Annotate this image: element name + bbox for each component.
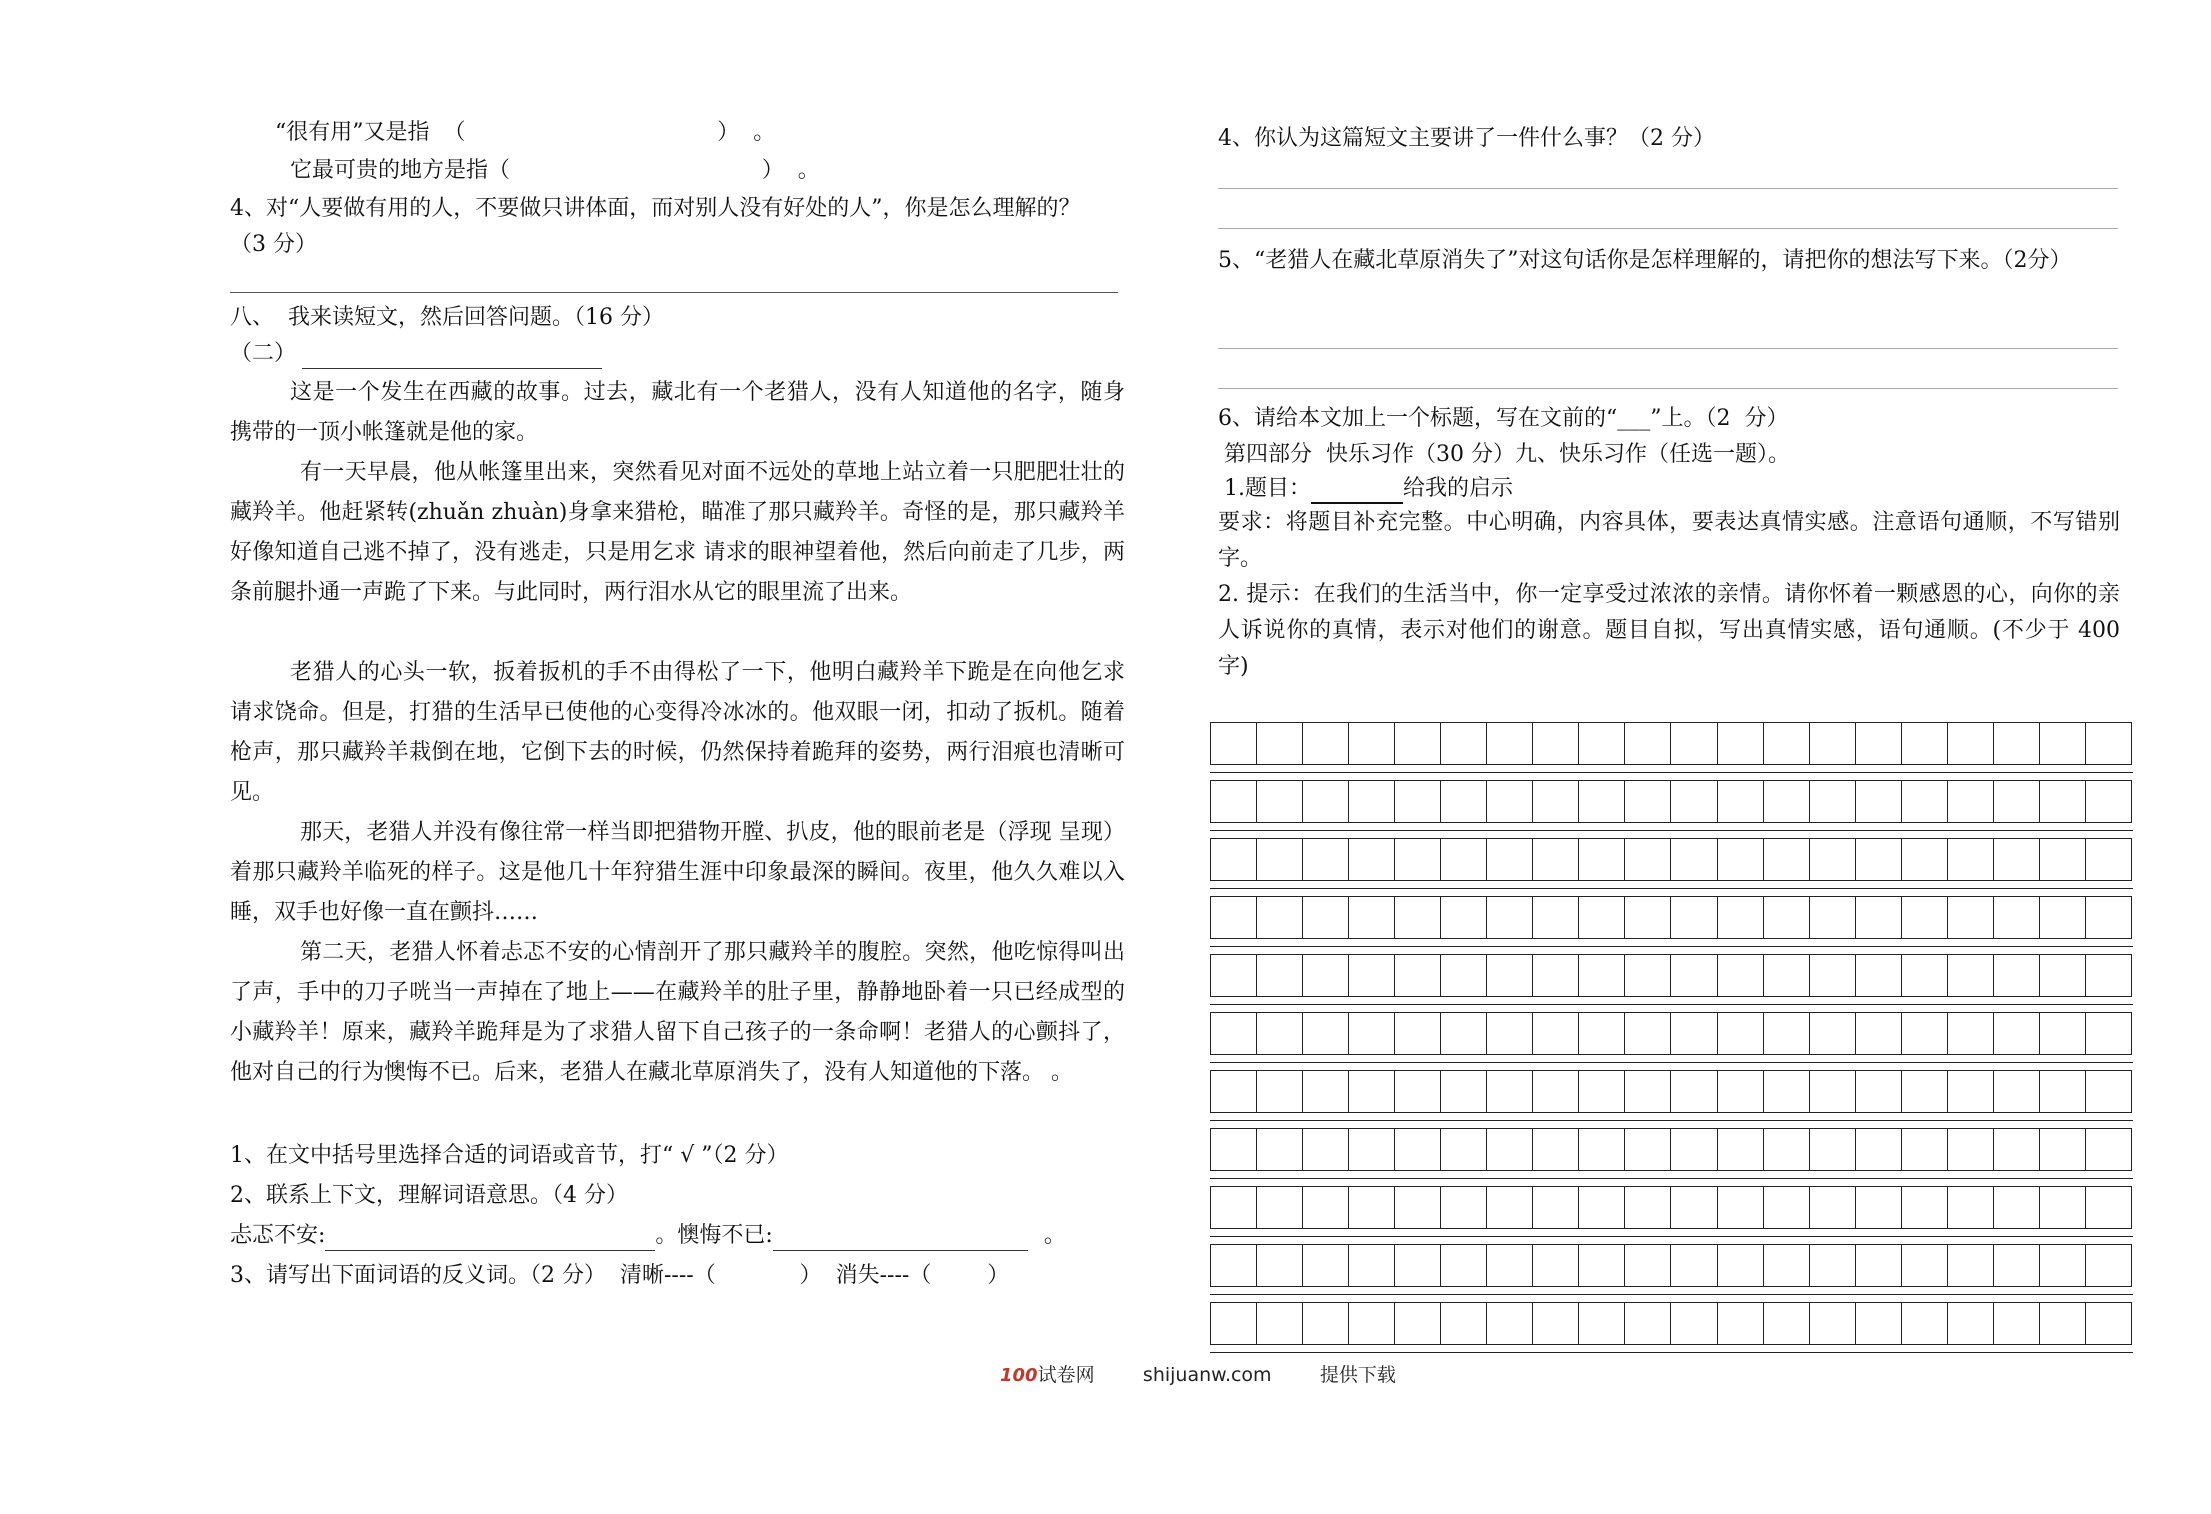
- grid-row[interactable]: [1210, 780, 2132, 823]
- grid-cell[interactable]: [1533, 897, 1579, 938]
- answer-line-precious: 它最可贵的地方是指（ ） 。: [290, 158, 820, 183]
- grid-cell[interactable]: [1671, 839, 1717, 880]
- grid-cell[interactable]: [1579, 1071, 1625, 1112]
- grid-cell[interactable]: [1671, 897, 1717, 938]
- grid-cell[interactable]: [1257, 1187, 1303, 1228]
- grid-cell[interactable]: [1349, 839, 1395, 880]
- grid-cell[interactable]: [1487, 1013, 1533, 1054]
- grid-cell[interactable]: [1856, 1071, 1902, 1112]
- grid-cell[interactable]: [1764, 1013, 1810, 1054]
- grid-cell[interactable]: [1441, 1245, 1487, 1286]
- grid-cell[interactable]: [1671, 1187, 1717, 1228]
- title-blank-line: （二）: [230, 339, 602, 369]
- grid-cell[interactable]: [1441, 1303, 1487, 1344]
- grid-cell[interactable]: [1579, 723, 1625, 764]
- grid-cell[interactable]: [1994, 1129, 2040, 1170]
- grid-cell[interactable]: [1349, 1013, 1395, 1054]
- grid-cell[interactable]: [1994, 1071, 2040, 1112]
- grid-cell[interactable]: [1948, 723, 1994, 764]
- grid-cell[interactable]: [1810, 723, 1856, 764]
- grid-row[interactable]: [1210, 1302, 2132, 1345]
- grid-cell[interactable]: [1211, 955, 1257, 996]
- grid-cell[interactable]: [1810, 1129, 1856, 1170]
- part-4-heading: 第四部分 快乐习作（30 分）九、快乐习作（任选一题）。: [1224, 442, 1790, 467]
- grid-cell[interactable]: [1764, 1129, 1810, 1170]
- grid-cell[interactable]: [1902, 1187, 1948, 1228]
- grid-cell[interactable]: [2086, 897, 2131, 938]
- grid-cell[interactable]: [1533, 1129, 1579, 1170]
- grid-cell[interactable]: [1349, 723, 1395, 764]
- question-4: 4、对“人要做有用的人，不要做只讲体面，而对别人没有好处的人”，你是怎么理解的？: [230, 196, 1081, 221]
- grid-cell[interactable]: [2086, 1303, 2131, 1344]
- grid-cell[interactable]: [2040, 839, 2086, 880]
- grid-cell[interactable]: [1948, 1129, 1994, 1170]
- grid-row[interactable]: [1210, 838, 2132, 881]
- grid-cell[interactable]: [1948, 1187, 1994, 1228]
- answer-line[interactable]: [1218, 228, 2118, 229]
- grid-cell[interactable]: [1257, 1129, 1303, 1170]
- grid-cell[interactable]: [1856, 1303, 1902, 1344]
- grid-cell[interactable]: [1579, 1013, 1625, 1054]
- answer-line[interactable]: [230, 292, 1118, 293]
- grid-cell[interactable]: [1625, 1245, 1671, 1286]
- grid-cell[interactable]: [1579, 955, 1625, 996]
- grid-cell[interactable]: [1810, 897, 1856, 938]
- grid-cell[interactable]: [1303, 723, 1349, 764]
- grid-cell[interactable]: [1856, 955, 1902, 996]
- grid-cell[interactable]: [1856, 1013, 1902, 1054]
- grid-cell[interactable]: [2040, 1187, 2086, 1228]
- grid-cell[interactable]: [2040, 1129, 2086, 1170]
- grid-cell[interactable]: [1395, 955, 1441, 996]
- grid-cell[interactable]: [1764, 1071, 1810, 1112]
- grid-cell[interactable]: [2086, 1245, 2131, 1286]
- grid-cell[interactable]: [2040, 955, 2086, 996]
- grid-cell[interactable]: [1303, 955, 1349, 996]
- answer-line[interactable]: [1218, 388, 2118, 389]
- grid-cell[interactable]: [1718, 955, 1764, 996]
- grid-cell[interactable]: [1303, 1071, 1349, 1112]
- grid-cell[interactable]: [1718, 781, 1764, 822]
- grid-cell[interactable]: [1395, 1071, 1441, 1112]
- grid-cell[interactable]: [1487, 1303, 1533, 1344]
- grid-cell[interactable]: [2086, 723, 2131, 764]
- grid-cell[interactable]: [1395, 781, 1441, 822]
- grid-cell[interactable]: [1533, 955, 1579, 996]
- grid-cell[interactable]: [1902, 1303, 1948, 1344]
- grid-cell[interactable]: [1764, 955, 1810, 996]
- question-3: 3、请写出下面词语的反义词。（2 分） 清晰----（ ） 消失----（ ）: [230, 1263, 1010, 1288]
- grid-cell[interactable]: [1303, 839, 1349, 880]
- grid-cell[interactable]: [1902, 1245, 1948, 1286]
- grid-cell[interactable]: [1948, 955, 1994, 996]
- grid-cell[interactable]: [1902, 1013, 1948, 1054]
- grid-cell[interactable]: [1441, 723, 1487, 764]
- section-8-heading: 八、 我来读短文，然后回答问题。（16 分）: [230, 305, 664, 330]
- grid-cell[interactable]: [1303, 1245, 1349, 1286]
- grid-cell[interactable]: [1349, 1071, 1395, 1112]
- topic-2-hint: 2. 提示：在我们的生活当中，你一定享受过浓浓的亲情。请你怀着一颗感恩的心，向你的亲人诉说你的真情，表示对他们的谢意。题目自拟，写出真情实感，语句通顺。(不少于 400 字): [1218, 582, 2120, 679]
- grid-cell[interactable]: [1211, 1245, 1257, 1286]
- grid-cell[interactable]: [1579, 1245, 1625, 1286]
- grid-cell[interactable]: [2086, 1013, 2131, 1054]
- grid-cell[interactable]: [1994, 955, 2040, 996]
- grid-cell[interactable]: [1257, 1013, 1303, 1054]
- grid-cell[interactable]: [1441, 1187, 1487, 1228]
- grid-row[interactable]: [1210, 954, 2132, 997]
- grid-cell[interactable]: [1625, 1187, 1671, 1228]
- grid-cell[interactable]: [1487, 1071, 1533, 1112]
- grid-cell[interactable]: [1625, 1013, 1671, 1054]
- grid-row[interactable]: [1210, 1070, 2132, 1113]
- grid-cell[interactable]: [1487, 1245, 1533, 1286]
- grid-cell[interactable]: [1349, 1129, 1395, 1170]
- grid-cell[interactable]: [1718, 1071, 1764, 1112]
- grid-cell[interactable]: [2040, 723, 2086, 764]
- grid-cell[interactable]: [1257, 839, 1303, 880]
- grid-cell[interactable]: [2086, 1129, 2131, 1170]
- grid-row[interactable]: [1210, 1244, 2132, 1287]
- title-blank[interactable]: [302, 344, 602, 369]
- grid-cell[interactable]: [1395, 723, 1441, 764]
- grid-cell[interactable]: [1810, 1071, 1856, 1112]
- grid-cell[interactable]: [1533, 1071, 1579, 1112]
- grid-cell[interactable]: [1671, 781, 1717, 822]
- grid-cell[interactable]: [1994, 839, 2040, 880]
- grid-cell[interactable]: [1856, 781, 1902, 822]
- grid-cell[interactable]: [1764, 723, 1810, 764]
- grid-cell[interactable]: [1671, 723, 1717, 764]
- grid-cell[interactable]: [1856, 1245, 1902, 1286]
- grid-cell[interactable]: [1441, 955, 1487, 996]
- answer-blank[interactable]: [325, 1226, 655, 1251]
- question-6: 6、请给本文加上一个标题，写在文前的“___”上。（2 分）: [1218, 406, 1789, 431]
- grid-cell[interactable]: [1671, 1129, 1717, 1170]
- grid-cell[interactable]: [1810, 1013, 1856, 1054]
- answer-line[interactable]: [1218, 188, 2118, 189]
- grid-cell[interactable]: [1994, 1303, 2040, 1344]
- grid-cell[interactable]: [1395, 1303, 1441, 1344]
- grid-cell[interactable]: [1671, 1303, 1717, 1344]
- grid-cell[interactable]: [1303, 781, 1349, 822]
- grid-cell[interactable]: [1718, 1129, 1764, 1170]
- grid-cell[interactable]: [1718, 723, 1764, 764]
- grid-cell[interactable]: [1948, 1245, 1994, 1286]
- grid-row[interactable]: [1210, 1186, 2132, 1229]
- grid-cell[interactable]: [1718, 1187, 1764, 1228]
- grid-cell[interactable]: [1395, 897, 1441, 938]
- grid-cell[interactable]: [1441, 1071, 1487, 1112]
- grid-cell[interactable]: [1764, 897, 1810, 938]
- grid-cell[interactable]: [1349, 955, 1395, 996]
- grid-cell[interactable]: [1948, 1303, 1994, 1344]
- grid-cell[interactable]: [1718, 1245, 1764, 1286]
- grid-cell[interactable]: [1718, 1013, 1764, 1054]
- grid-cell[interactable]: [2086, 1187, 2131, 1228]
- grid-cell[interactable]: [1395, 1245, 1441, 1286]
- grid-cell[interactable]: [1579, 1129, 1625, 1170]
- grid-cell[interactable]: [2086, 955, 2131, 996]
- grid-row[interactable]: [1210, 1012, 2132, 1055]
- grid-cell[interactable]: [1395, 1187, 1441, 1228]
- grid-cell[interactable]: [1810, 839, 1856, 880]
- grid-cell[interactable]: [1994, 781, 2040, 822]
- grid-cell[interactable]: [1810, 1245, 1856, 1286]
- grid-cell[interactable]: [1902, 781, 1948, 822]
- grid-cell[interactable]: [1211, 897, 1257, 938]
- grid-cell[interactable]: [1211, 723, 1257, 764]
- grid-cell[interactable]: [1856, 897, 1902, 938]
- grid-cell[interactable]: [2040, 1013, 2086, 1054]
- grid-cell[interactable]: [1211, 839, 1257, 880]
- grid-cell[interactable]: [1533, 1013, 1579, 1054]
- grid-cell[interactable]: [1902, 1071, 1948, 1112]
- grid-cell[interactable]: [1533, 723, 1579, 764]
- grid-cell[interactable]: [1948, 781, 1994, 822]
- grid-cell[interactable]: [2040, 1303, 2086, 1344]
- grid-cell[interactable]: [1211, 1187, 1257, 1228]
- grid-cell[interactable]: [1533, 1303, 1579, 1344]
- question-1: 1、在文中括号里选择合适的词语或音节，打“ √ ”（2 分）: [230, 1143, 789, 1168]
- grid-cell[interactable]: [1902, 955, 1948, 996]
- grid-cell[interactable]: [1671, 1245, 1717, 1286]
- grid-cell[interactable]: [1718, 1303, 1764, 1344]
- grid-cell[interactable]: [1349, 1187, 1395, 1228]
- grid-cell[interactable]: [1395, 839, 1441, 880]
- grid-cell[interactable]: [1994, 1187, 2040, 1228]
- story-paragraph: 这是一个发生在西藏的故事。过去，藏北有一个老猎人，没有人知道他的名字，随身携带的一顶小帐篷就是他的家。: [230, 380, 1125, 445]
- grid-cell[interactable]: [1257, 955, 1303, 996]
- grid-cell[interactable]: [2086, 1071, 2131, 1112]
- grid-cell[interactable]: [1349, 781, 1395, 822]
- grid-cell[interactable]: [1671, 955, 1717, 996]
- grid-cell[interactable]: [1810, 955, 1856, 996]
- grid-cell[interactable]: [1579, 1303, 1625, 1344]
- grid-cell[interactable]: [1671, 1071, 1717, 1112]
- grid-cell[interactable]: [1764, 1303, 1810, 1344]
- grid-cell[interactable]: [1349, 1245, 1395, 1286]
- grid-cell[interactable]: [1441, 839, 1487, 880]
- topic-1-requirements: 要求：将题目补充完整。中心明确，内容具体，要表达真情实感。注意语句通顺，不写错别字。: [1218, 510, 2120, 571]
- grid-cell[interactable]: [1625, 897, 1671, 938]
- grid-cell[interactable]: [1257, 781, 1303, 822]
- grid-cell[interactable]: [1579, 781, 1625, 822]
- grid-cell[interactable]: [1948, 839, 1994, 880]
- grid-cell[interactable]: [1211, 781, 1257, 822]
- grid-cell[interactable]: [1764, 839, 1810, 880]
- grid-cell[interactable]: [1211, 1129, 1257, 1170]
- grid-cell[interactable]: [1625, 723, 1671, 764]
- grid-cell[interactable]: [1902, 897, 1948, 938]
- grid-cell[interactable]: [1257, 1071, 1303, 1112]
- grid-cell[interactable]: [1625, 1303, 1671, 1344]
- footer: 100试卷网 shijuanw.com 提供下载: [1000, 1364, 1396, 1386]
- grid-cell[interactable]: [1856, 839, 1902, 880]
- grid-cell[interactable]: [1625, 955, 1671, 996]
- grid-cell[interactable]: [2040, 897, 2086, 938]
- writing-grid[interactable]: [1210, 722, 2132, 1360]
- grid-cell[interactable]: [1487, 839, 1533, 880]
- grid-cell[interactable]: [1948, 897, 1994, 938]
- grid-cell[interactable]: [1625, 839, 1671, 880]
- grid-cell[interactable]: [1487, 781, 1533, 822]
- grid-cell[interactable]: [1994, 723, 2040, 764]
- grid-cell[interactable]: [1303, 1187, 1349, 1228]
- grid-cell[interactable]: [1211, 1013, 1257, 1054]
- topic-blank[interactable]: [1311, 478, 1403, 504]
- grid-cell[interactable]: [1994, 1245, 2040, 1286]
- grid-cell[interactable]: [1902, 839, 1948, 880]
- question-4: 4、你认为这篇短文主要讲了一件什么事？（2 分）: [1218, 126, 1715, 151]
- answer-line-useful: “很有用”又是指 （ ） 。: [275, 120, 776, 145]
- grid-cell[interactable]: [1948, 1013, 1994, 1054]
- question-2: 2、联系上下文，理解词语意思。（4 分）: [230, 1183, 628, 1208]
- grid-cell[interactable]: [1487, 1187, 1533, 1228]
- grid-cell[interactable]: [1856, 1187, 1902, 1228]
- grid-cell[interactable]: [1257, 897, 1303, 938]
- grid-cell[interactable]: [1764, 1187, 1810, 1228]
- grid-cell[interactable]: [1487, 955, 1533, 996]
- grid-cell[interactable]: [1303, 897, 1349, 938]
- grid-cell[interactable]: [1856, 1129, 1902, 1170]
- grid-cell[interactable]: [1533, 1187, 1579, 1228]
- story-paragraph: 第二天，老猎人怀着忐忑不安的心情剖开了那只藏羚羊的腹腔。突然，他吃惊得叫出了声，手中的刀子咣当一声掉在了地上——在藏羚羊的肚子里，静静地卧着一只已经成型的小藏羚羊！原来，藏羚羊跪拜是为了求猎人留下自己孩子的一条命啊！老猎人的心颤抖了，他对自己的行为懊悔不已。后来，老猎人在藏北草原消失了，没有人知道他的下落。 。: [230, 940, 1125, 1085]
- grid-cell[interactable]: [1764, 781, 1810, 822]
- grid-cell[interactable]: [2040, 1071, 2086, 1112]
- grid-cell[interactable]: [2040, 781, 2086, 822]
- answer-blank[interactable]: [773, 1226, 1028, 1251]
- grid-cell[interactable]: [1257, 1303, 1303, 1344]
- topic-1: 1.题目： 给我的启示: [1224, 474, 1513, 504]
- grid-cell[interactable]: [1349, 1303, 1395, 1344]
- question-2-answers: 忐忑不安: 。懊悔不已: 。: [230, 1221, 1066, 1251]
- grid-cell[interactable]: [1810, 781, 1856, 822]
- question-4-score: （3 分）: [230, 232, 317, 257]
- grid-cell[interactable]: [1579, 1187, 1625, 1228]
- grid-cell[interactable]: [1257, 723, 1303, 764]
- story-paragraph: 那天，老猎人并没有像往常一样当即把猎物开膛、扒皮，他的眼前老是（浮现 呈现）着那只藏羚羊临死的样子。这是他几十年狩猎生涯中印象最深的瞬间。夜里，他久久难以入睡，双手也好像一直在颤抖……: [230, 820, 1125, 925]
- grid-cell[interactable]: [1441, 1013, 1487, 1054]
- grid-cell[interactable]: [1395, 1129, 1441, 1170]
- grid-cell[interactable]: [1487, 1129, 1533, 1170]
- grid-cell[interactable]: [1948, 1071, 1994, 1112]
- grid-cell[interactable]: [1441, 781, 1487, 822]
- grid-cell[interactable]: [1625, 1071, 1671, 1112]
- grid-cell[interactable]: [1487, 897, 1533, 938]
- grid-cell[interactable]: [1625, 1129, 1671, 1170]
- grid-cell[interactable]: [2086, 781, 2131, 822]
- site-domain: shijuanw.com: [1142, 1364, 1272, 1386]
- grid-cell[interactable]: [1994, 897, 2040, 938]
- grid-cell[interactable]: [2040, 1245, 2086, 1286]
- grid-cell[interactable]: [1257, 1245, 1303, 1286]
- grid-row[interactable]: [1210, 722, 2132, 765]
- grid-cell[interactable]: [1625, 781, 1671, 822]
- grid-cell[interactable]: [1810, 1187, 1856, 1228]
- grid-row[interactable]: [1210, 896, 2132, 939]
- grid-cell[interactable]: [1856, 723, 1902, 764]
- grid-cell[interactable]: [1902, 723, 1948, 764]
- grid-cell[interactable]: [1533, 781, 1579, 822]
- story-paragraph: 有一天早晨，他从帐篷里出来，突然看见对面不远处的草地上站立着一只肥肥壮壮的藏羚羊。他赶紧转(zhuǎn zhuàn)身拿来猎枪，瞄准了那只藏羚羊。奇怪的是，那只藏羚羊好像知道自己逃不掉了，没有逃走，只是用乞求 请求的眼神望着他，然后向前走了几步，两条前腿扑通一声跪了下来。与此同时，两行泪水从它的眼里流了出来。: [230, 460, 1125, 605]
- grid-cell[interactable]: [1487, 723, 1533, 764]
- grid-cell[interactable]: [1810, 1303, 1856, 1344]
- grid-cell[interactable]: [1579, 897, 1625, 938]
- grid-cell[interactable]: [1533, 1245, 1579, 1286]
- story-paragraph: 老猎人的心头一软，扳着扳机的手不由得松了一下，他明白藏羚羊下跪是在向他乞求 请求饶命。但是，打猎的生活早已使他的心变得冷冰冰的。他双眼一闭，扣动了扳机。随着枪声，那只藏羚羊栽倒在地，它倒下去的时候，仍然保持着跪拜的姿势，两行泪痕也清晰可见。: [230, 660, 1125, 805]
- grid-cell[interactable]: [1441, 1129, 1487, 1170]
- grid-cell[interactable]: [1211, 1303, 1257, 1344]
- grid-cell[interactable]: [1902, 1129, 1948, 1170]
- grid-cell[interactable]: [1764, 1245, 1810, 1286]
- grid-cell[interactable]: [1718, 839, 1764, 880]
- site-logo: 100: [1000, 1365, 1038, 1386]
- grid-cell[interactable]: [1533, 839, 1579, 880]
- grid-cell[interactable]: [1718, 897, 1764, 938]
- grid-cell[interactable]: [1303, 1013, 1349, 1054]
- grid-cell[interactable]: [1994, 1013, 2040, 1054]
- grid-cell[interactable]: [1441, 897, 1487, 938]
- grid-cell[interactable]: [1303, 1303, 1349, 1344]
- answer-line[interactable]: [1218, 348, 2118, 349]
- grid-cell[interactable]: [2086, 839, 2131, 880]
- grid-cell[interactable]: [1349, 897, 1395, 938]
- grid-cell[interactable]: [1395, 1013, 1441, 1054]
- question-5: 5、“老猎人在藏北草原消失了”对这句话你是怎样理解的，请把你的想法写下来。（2分）: [1218, 248, 2072, 273]
- grid-cell[interactable]: [1211, 1071, 1257, 1112]
- grid-cell[interactable]: [1303, 1129, 1349, 1170]
- grid-row[interactable]: [1210, 1128, 2132, 1171]
- grid-cell[interactable]: [1579, 839, 1625, 880]
- grid-cell[interactable]: [1671, 1013, 1717, 1054]
